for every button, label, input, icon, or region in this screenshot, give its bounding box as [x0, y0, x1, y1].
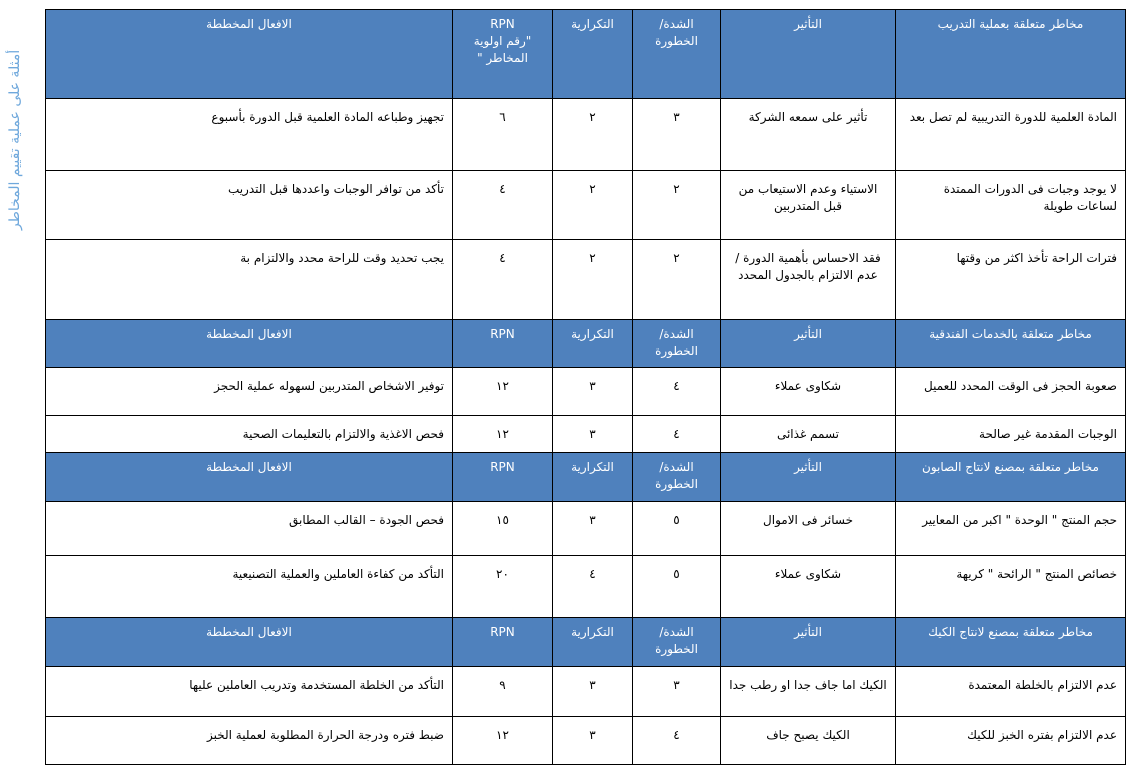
cell-actions: تجهيز وطباعه المادة العلمية قبل الدورة بأسبوع — [46, 99, 453, 171]
cell-risk: المادة العلمية للدورة التدريبية لم تصل بعد — [896, 99, 1126, 171]
cell-severity: ٤ — [633, 368, 721, 416]
cell-frequency: ٣ — [553, 667, 633, 717]
cell-actions: التأكد من الخلطة المستخدمة وتدريب العاملين عليها — [46, 667, 453, 717]
cell-frequency: ٢ — [553, 99, 633, 171]
cell-actions: فحص الاغذية والالتزام بالتعليمات الصحية — [46, 416, 453, 453]
cell-severity: ٤ — [633, 416, 721, 453]
section-header-row — [46, 618, 1126, 667]
section-header-row — [46, 453, 1126, 502]
cell-risk: صعوبة الحجز فى الوقت المحدد للعميل — [896, 368, 1126, 416]
cell-rpn: ١٢ — [453, 368, 553, 416]
header-cell-risk: مخاطر متعلقة بالخدمات الفندقية — [896, 319, 1126, 368]
header-cell-actions: الافعال المخططة — [46, 319, 453, 368]
cell-severity: ٥ — [633, 556, 721, 618]
table-row — [46, 368, 1126, 416]
cell-rpn: ١٢ — [453, 717, 553, 765]
table-row — [46, 416, 1126, 453]
cell-rpn: ٤ — [453, 240, 553, 319]
header-cell-actions: الافعال المخططة — [46, 453, 453, 502]
cell-frequency: ٢ — [553, 240, 633, 319]
header-cell-rpn: RPN — [453, 618, 553, 667]
cell-frequency: ٣ — [553, 717, 633, 765]
header-cell-risk: مخاطر متعلقة بمصنع لانتاج الكيك — [896, 618, 1126, 667]
cell-actions: توفير الاشخاص المتدربين لسهوله عملية الحجز — [46, 368, 453, 416]
cell-impact: تسمم غذائى — [721, 416, 896, 453]
cell-actions: تأكد من توافر الوجبات واعددها قبل التدريب — [46, 170, 453, 240]
cell-severity: ٤ — [633, 717, 721, 765]
cell-impact: خسائر فى الاموال — [721, 502, 896, 556]
header-cell-actions: الافعال المخططة — [46, 618, 453, 667]
section-header-row — [46, 10, 1126, 99]
header-cell-impact: التأثير — [721, 453, 896, 502]
table-row — [46, 556, 1126, 618]
cell-rpn: ١٥ — [453, 502, 553, 556]
risk-assessment-table — [45, 9, 1126, 765]
cell-rpn: ٢٠ — [453, 556, 553, 618]
header-cell-rpn: RPN "رقم اولوية المخاطر " — [453, 10, 553, 99]
cell-severity: ٣ — [633, 667, 721, 717]
header-cell-impact: التأثير — [721, 618, 896, 667]
cell-frequency: ٣ — [553, 502, 633, 556]
side-title-text: أمثلة على عملية تقييم المخاطر — [7, 50, 23, 231]
cell-actions: يجب تحديد وقت للراحة محدد والالتزام بة — [46, 240, 453, 319]
cell-rpn: ١٢ — [453, 416, 553, 453]
cell-rpn: ٦ — [453, 99, 553, 171]
table-row — [46, 240, 1126, 319]
cell-actions: ضبط فتره ودرجة الحرارة المطلوبة لعملية الخبز — [46, 717, 453, 765]
cell-impact: تأثير على سمعه الشركة — [721, 99, 896, 171]
header-cell-frequency: التكرارية — [553, 319, 633, 368]
header-cell-frequency: التكرارية — [553, 453, 633, 502]
cell-frequency: ٢ — [553, 170, 633, 240]
table-row — [46, 170, 1126, 240]
header-cell-risk: مخاطر متعلقة بمصنع لانتاج الصابون — [896, 453, 1126, 502]
cell-risk: حجم المنتج " الوحدة " اكبر من المعايير — [896, 502, 1126, 556]
table-row — [46, 502, 1126, 556]
side-title — [7, 50, 33, 730]
cell-risk: فترات الراحة تأخذ اكثر من وقتها — [896, 240, 1126, 319]
cell-severity: ٣ — [633, 99, 721, 171]
header-cell-impact: التأثير — [721, 319, 896, 368]
cell-severity: ٢ — [633, 240, 721, 319]
cell-impact: شكاوى عملاء — [721, 556, 896, 618]
cell-risk: عدم الالتزام بالخلطة المعتمدة — [896, 667, 1126, 717]
cell-actions: فحص الجودة – القالب المطابق — [46, 502, 453, 556]
cell-severity: ٢ — [633, 170, 721, 240]
cell-frequency: ٣ — [553, 416, 633, 453]
cell-actions: التأكد من كفاءة العاملين والعملية التصنيعية — [46, 556, 453, 618]
header-cell-risk: مخاطر متعلقة بعملية التدريب — [896, 10, 1126, 99]
cell-frequency: ٤ — [553, 556, 633, 618]
cell-rpn: ٩ — [453, 667, 553, 717]
header-cell-frequency: التكرارية — [553, 618, 633, 667]
header-cell-severity: الشدة/الخطورة — [633, 319, 721, 368]
cell-risk: الوجبات المقدمة غير صالحة — [896, 416, 1126, 453]
table-row — [46, 717, 1126, 765]
header-cell-severity: الشدة/الخطورة — [633, 618, 721, 667]
header-cell-rpn: RPN — [453, 319, 553, 368]
risk-table-body — [46, 10, 1126, 765]
header-cell-actions: الافعال المخططة — [46, 10, 453, 99]
cell-rpn: ٤ — [453, 170, 553, 240]
cell-risk: خصائص المنتج " الرائحة " كريهة — [896, 556, 1126, 618]
header-cell-severity: الشدة/الخطورة — [633, 10, 721, 99]
cell-impact: شكاوى عملاء — [721, 368, 896, 416]
cell-frequency: ٣ — [553, 368, 633, 416]
table-row — [46, 667, 1126, 717]
table-row — [46, 99, 1126, 171]
header-cell-severity: الشدة/الخطورة — [633, 453, 721, 502]
cell-impact: فقد الاحساس بأهمية الدورة / عدم الالتزام بالجدول المحدد — [721, 240, 896, 319]
cell-impact: الاستياء وعدم الاستيعاب من قبل المتدربين — [721, 170, 896, 240]
cell-impact: الكيك اما جاف جدا او رطب جدا — [721, 667, 896, 717]
header-cell-frequency: التكرارية — [553, 10, 633, 99]
cell-severity: ٥ — [633, 502, 721, 556]
cell-impact: الكيك يصبح جاف — [721, 717, 896, 765]
cell-risk: لا يوجد وجبات فى الدورات الممتدة لساعات طويلة — [896, 170, 1126, 240]
cell-risk: عدم الالتزام بفتره الخبز للكيك — [896, 717, 1126, 765]
header-cell-rpn: RPN — [453, 453, 553, 502]
section-header-row — [46, 319, 1126, 368]
header-cell-impact: التأثير — [721, 10, 896, 99]
